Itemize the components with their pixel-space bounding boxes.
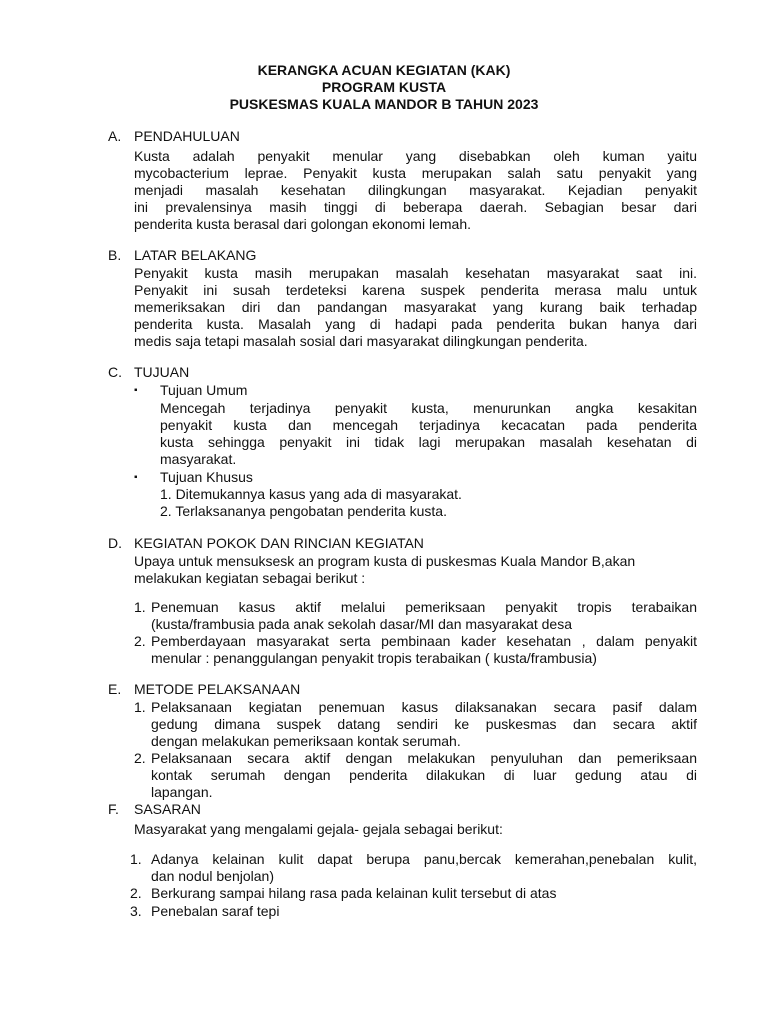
section-paragraph [134, 148, 697, 233]
list-number: 2. [134, 633, 146, 649]
list-line: gedung dimana suspek datang sendiri ke puskesmas dan secara aktif [151, 716, 697, 732]
section-paragraph [134, 265, 697, 350]
list-line: Berkurang sampai hilang rasa pada kelainan kulit tersebut di atas [151, 885, 557, 901]
list-number: 2. [134, 750, 146, 766]
tujuan-umum-paragraph [160, 400, 697, 468]
paragraph-line: menjadi masalah kesehatan dilingkungan masyarakat. Kejadian penyakit [134, 182, 697, 198]
list-number: 1. [130, 851, 142, 867]
list-line: Pelaksanaan secara aktif dengan melakukan penyuluhan dan pemeriksaan [151, 750, 697, 766]
list-item [134, 750, 697, 801]
paragraph-line: kusta sehingga penyakit ini tidak lagi merupakan masalah kesehatan di [160, 434, 697, 450]
list-line: dan nodul benjolan) [151, 868, 274, 884]
kegiatan-list [134, 599, 697, 667]
paragraph-line: penyakit kusta dan mencegah terjadinya kecacatan pada penderita [160, 417, 697, 433]
list-item: 2. Terlaksananya pengobatan penderita kusta. [160, 503, 447, 519]
section-letter: B. [108, 247, 122, 263]
document-title [0, 62, 768, 113]
paragraph-line: Penyakit ini susah terdeteksi karena suspek penderita merasa malu untuk [134, 282, 697, 298]
section-heading: KEGIATAN POKOK DAN RINCIAN KEGIATAN [134, 535, 424, 551]
section-letter: D. [108, 535, 122, 551]
list-number: 2. [130, 885, 142, 901]
list-number: 1. [134, 699, 146, 715]
bullet-label: Tujuan Khusus [160, 469, 253, 485]
bullet-square-icon: ▪ [134, 385, 138, 396]
list-number: 3. [130, 903, 142, 919]
list-item [130, 885, 697, 903]
bullet-label: Tujuan Umum [160, 382, 248, 398]
section-heading: METODE PELAKSANAAN [134, 681, 301, 697]
section-letter: F. [108, 801, 119, 817]
paragraph-line: mycobacterium leprae. Penyakit kusta merupakan salah satu penyakit yang [134, 165, 697, 181]
section-heading: TUJUAN [134, 364, 190, 380]
section-heading: LATAR BELAKANG [134, 247, 257, 263]
paragraph-line: Mencegah terjadinya penyakit kusta, menurunkan angka kesakitan [160, 400, 697, 416]
section-heading: SASARAN [134, 801, 201, 817]
paragraph-line: Penyakit kusta masih merupakan masalah kesehatan masyarakat saat ini. [134, 265, 697, 281]
list-item [134, 599, 697, 633]
list-item [134, 699, 697, 750]
section-intro [134, 553, 697, 587]
paragraph-line: penderita kusta. Masalah yang di hadapi pada penderita bukan hanya dari [134, 316, 697, 332]
list-line: lapangan. [151, 784, 213, 800]
list-line: (kusta/frambusia pada anak sekolah dasar/MI dan masyarakat desa [151, 616, 573, 632]
list-item [130, 851, 697, 885]
list-item [130, 903, 697, 921]
section-letter: A. [108, 128, 122, 144]
paragraph-line: melakukan kegiatan sebagai berikut : [134, 570, 366, 586]
bullet-square-icon: ▪ [134, 472, 138, 483]
list-line: menular : penanggulangan penyakit tropis terabaikan ( kusta/frambusia) [151, 650, 597, 666]
section-intro [134, 821, 697, 838]
title-line-1: KERANGKA ACUAN KEGIATAN (KAK) [257, 62, 511, 78]
title-line-2: PROGRAM KUSTA [321, 79, 447, 95]
list-line: Penebalan saraf tepi [151, 903, 280, 919]
sasaran-list [130, 851, 697, 921]
list-line: Penemuan kasus aktif melalui pemeriksaan penyakit tropis terabaikan [151, 599, 697, 615]
list-line: Adanya kelainan kulit dapat berupa panu,bercak kemerahan,penebalan kulit, [151, 851, 697, 867]
paragraph-line: Masyarakat yang mengalami gejala- gejala sebagai berikut: [134, 821, 503, 837]
paragraph-line: medis saja tetapi masalah sosial dari masyarakat dilingkungan penderita. [134, 333, 588, 349]
section-heading: PENDAHULUAN [134, 128, 240, 144]
paragraph-line: penderita kusta berasal dari golongan ekonomi lemah. [134, 216, 471, 232]
paragraph-line: Kusta adalah penyakit menular yang disebabkan oleh kuman yaitu [134, 148, 697, 164]
title-line-3: PUSKESMAS KUALA MANDOR B TAHUN 2023 [229, 96, 539, 112]
list-line: kontak serumah dengan penderita dilakukan di luar gedung atau di [151, 767, 697, 783]
paragraph-line: ini prevalensinya masih tinggi di beberapa daerah. Sebagian besar dari [134, 199, 697, 215]
list-number: 1. [134, 599, 146, 615]
paragraph-line: Upaya untuk mensuksesk an program kusta di puskesmas Kuala Mandor B,akan [134, 553, 636, 569]
section-letter: E. [108, 681, 122, 697]
paragraph-line: masyarakat. [160, 451, 237, 467]
list-line: dengan melakukan pemeriksaan kontak serumah. [151, 733, 461, 749]
metode-list [134, 699, 697, 801]
list-item [134, 633, 697, 667]
list-item: 1. Ditemukannya kasus yang ada di masyarakat. [160, 486, 462, 502]
list-line: Pelaksanaan kegiatan penemuan kasus dilaksanakan secara pasif dalam [151, 699, 697, 715]
section-letter: C. [108, 364, 122, 380]
list-line: Pemberdayaan masyarakat serta pembinaan kader kesehatan , dalam penyakit [151, 633, 697, 649]
tujuan-khusus-list [160, 486, 697, 520]
paragraph-line: memeriksakan diri dan pandangan masyarakat yang kurang baik terhadap [134, 299, 697, 315]
